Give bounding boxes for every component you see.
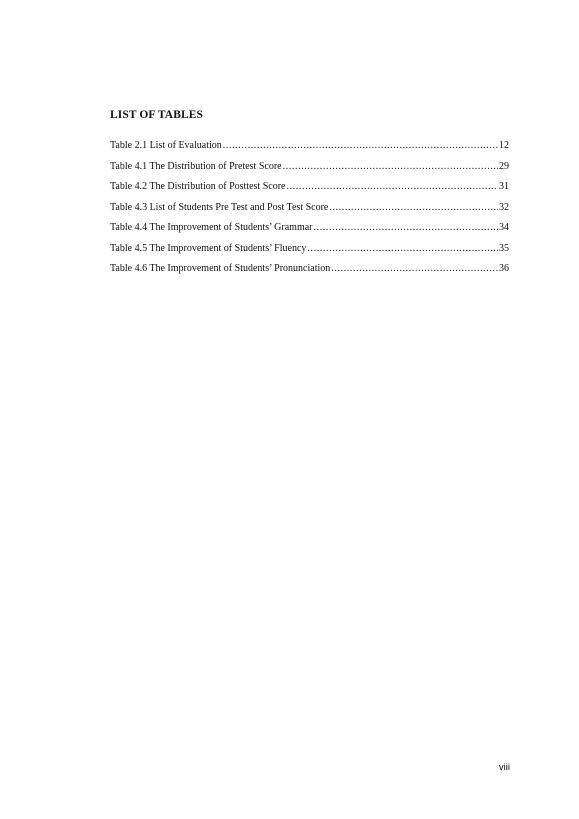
- toc-entry-title: Table 4.1 The Distribution of Pretest Score: [110, 160, 282, 172]
- toc-entry-page: 32: [499, 201, 509, 213]
- toc-entry-page: 36: [499, 263, 509, 274]
- page-number: viii: [498, 762, 510, 773]
- dot-leader: [223, 140, 498, 151]
- dot-leader: [286, 181, 498, 192]
- toc-entry-title: Table 4.6 The Improvement of Students’ Pronunciation: [110, 263, 331, 274]
- toc-entry: [110, 263, 509, 284]
- toc-entry-title: Table 2.1 List of Evaluation: [110, 140, 222, 151]
- dot-leader: [283, 161, 498, 172]
- dot-leader: [331, 263, 498, 274]
- toc-entry-title: Table 4.3 List of Students Pre Test and Post Test Score: [110, 201, 329, 213]
- toc-entry-title: Table 4.4 The Improvement of Students’ Grammar: [110, 222, 313, 233]
- toc-entry-page: 35: [499, 242, 509, 254]
- toc-entry-title: Table 4.2 The Distribution of Posttest Score: [110, 181, 286, 192]
- dot-leader: [314, 222, 499, 233]
- toc-entry: [110, 140, 509, 161]
- dot-leader: [329, 202, 498, 213]
- toc-entry-page: 31: [499, 181, 509, 192]
- list-of-tables: [110, 140, 509, 284]
- toc-entry-page: 34: [499, 222, 509, 233]
- toc-entry: [110, 161, 509, 182]
- toc-entry-title: Table 4.5 The Improvement of Students’ Fluency: [110, 242, 307, 254]
- toc-entry: [110, 222, 509, 243]
- toc-entry-page: 12: [499, 140, 509, 151]
- toc-entry: [110, 202, 509, 223]
- page-title: LIST OF TABLES: [110, 109, 204, 121]
- toc-entry-page: 29: [499, 160, 509, 172]
- dot-leader: [307, 243, 498, 254]
- toc-entry: [110, 243, 509, 264]
- toc-entry: [110, 181, 509, 202]
